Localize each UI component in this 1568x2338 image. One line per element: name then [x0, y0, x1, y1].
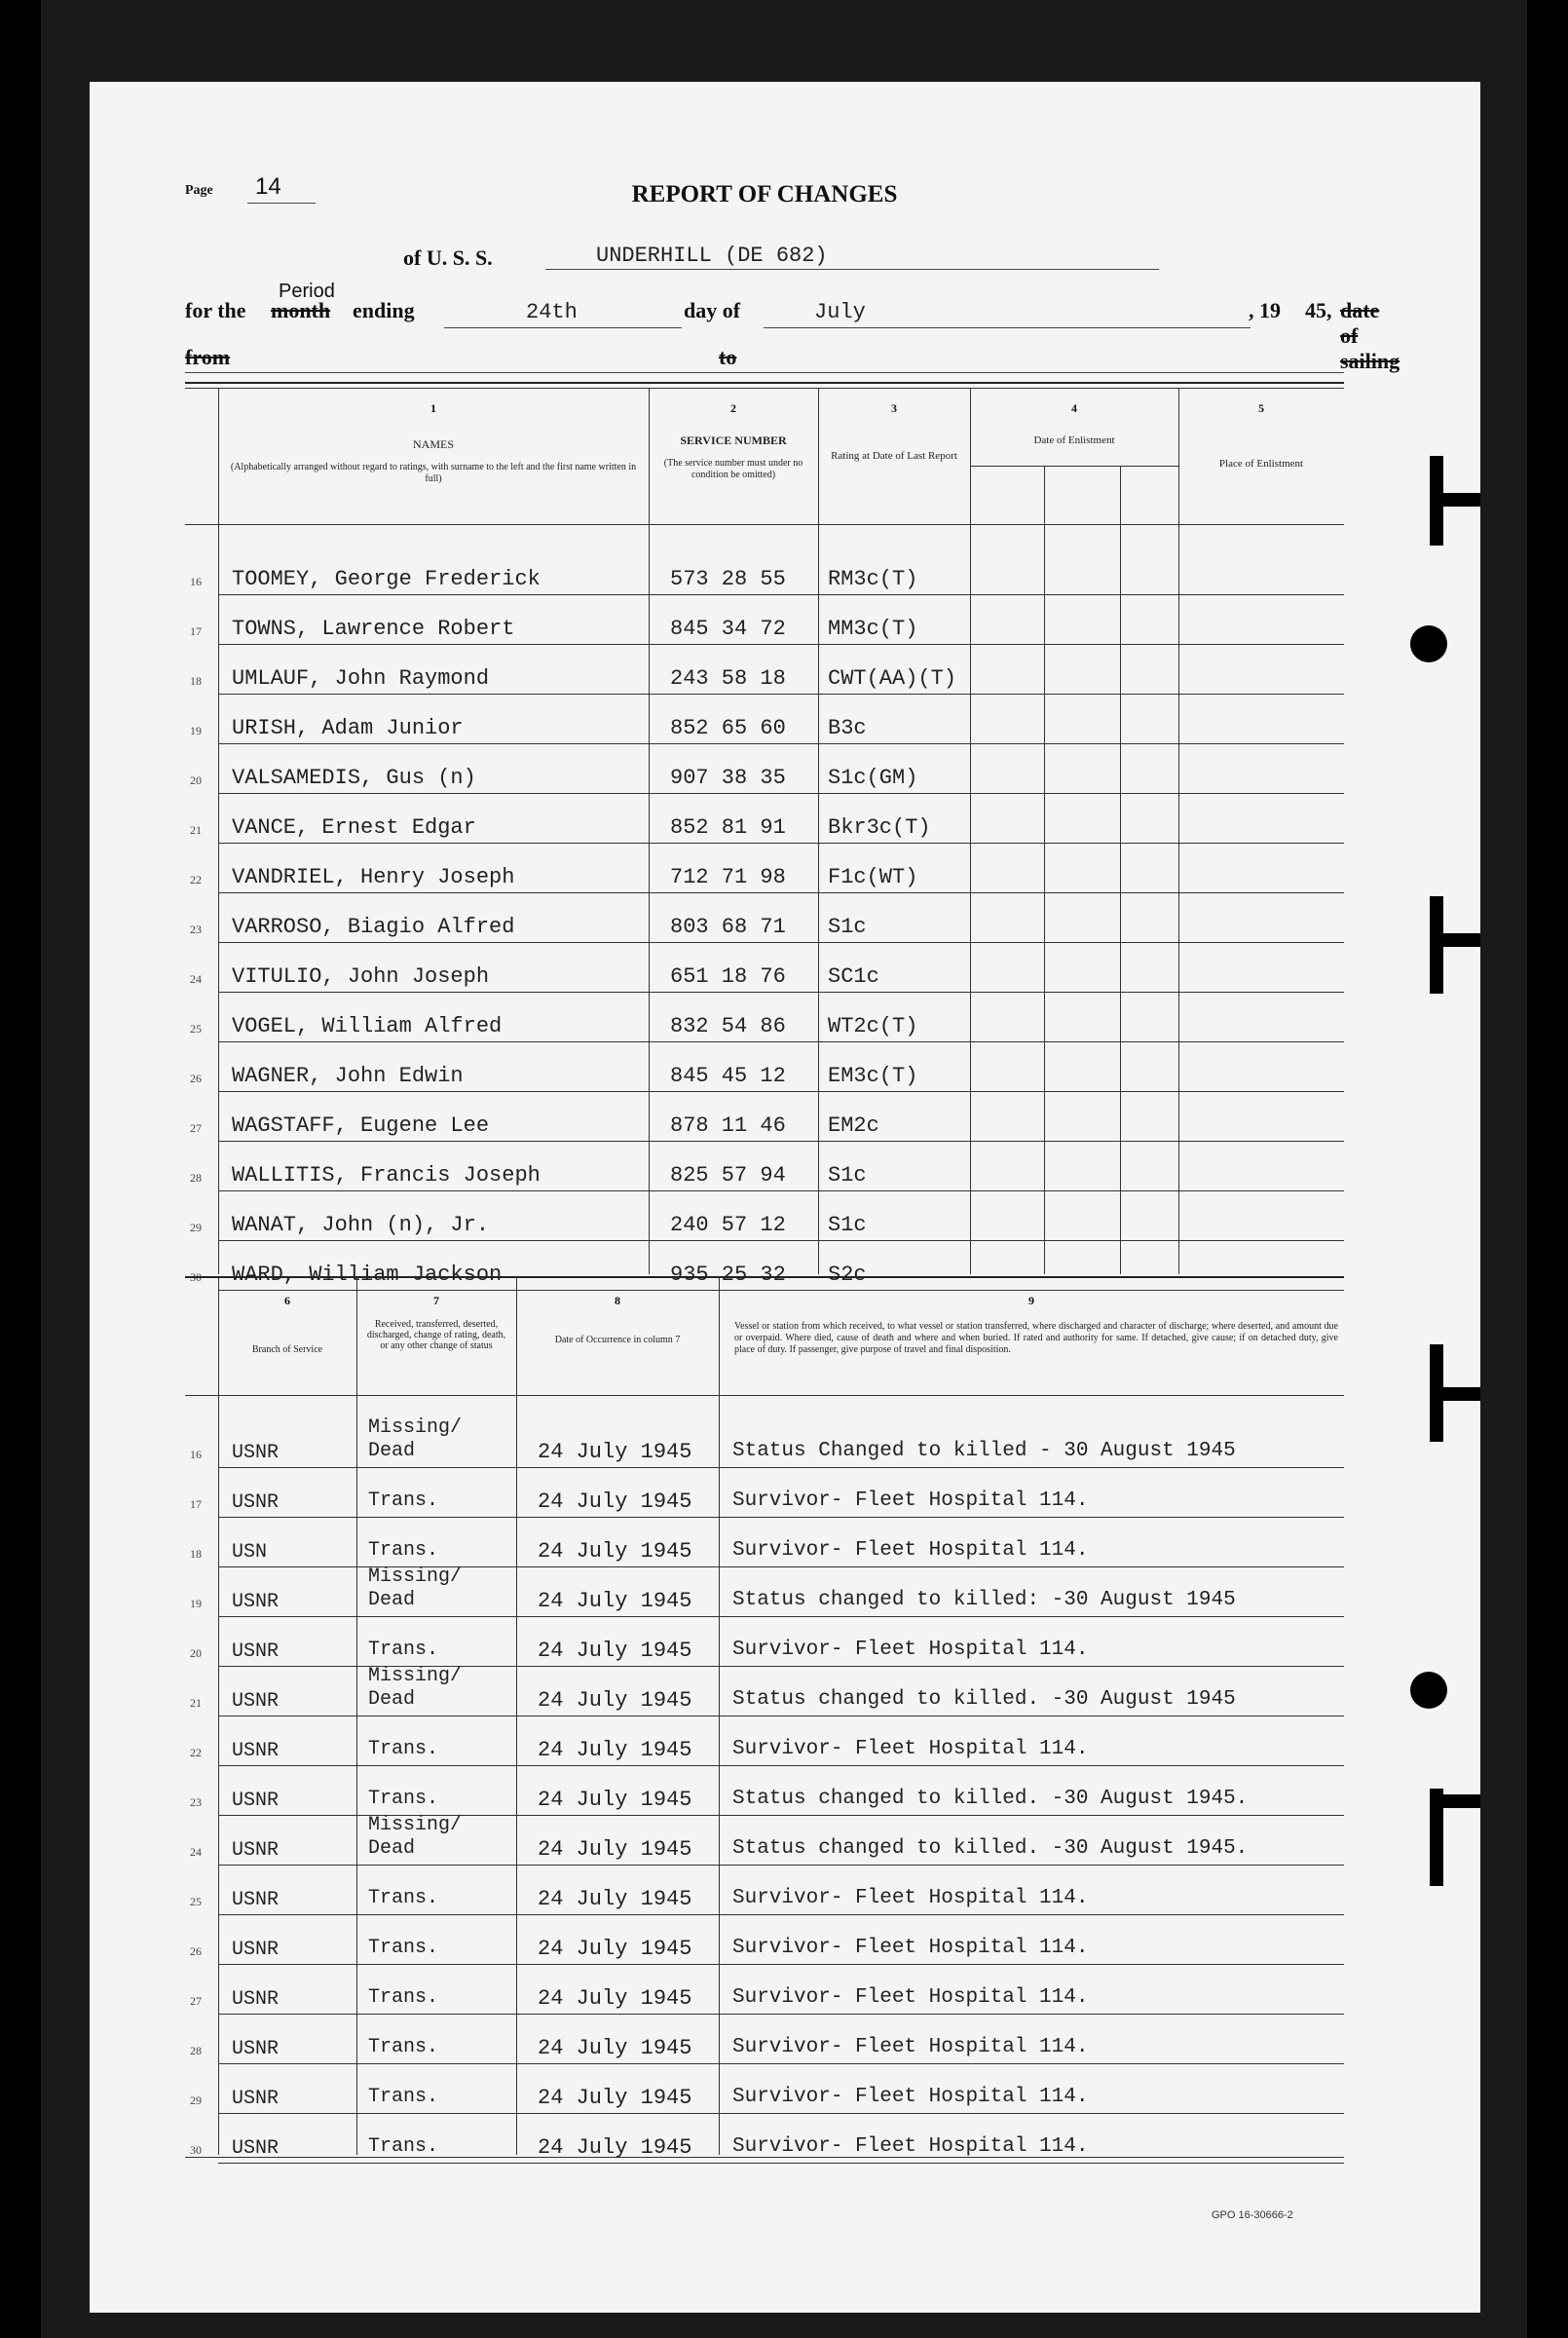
- rating: Bkr3c(T): [828, 815, 931, 840]
- crew-name: VALSAMEDIS, Gus (n): [232, 766, 476, 790]
- col-4-number: 4: [1071, 401, 1077, 415]
- service-number: 832 54 86: [670, 1014, 786, 1038]
- row-number: 22: [190, 873, 202, 886]
- branch-of-service: USNR: [232, 1988, 280, 2011]
- row-rule: [218, 992, 1344, 993]
- row-rule: [218, 1517, 1344, 1518]
- change-status-line1: Missing/: [368, 1565, 463, 1588]
- col-3-number: 3: [891, 401, 897, 415]
- row-number: 30: [190, 1270, 202, 1284]
- row-rule: [218, 594, 1344, 595]
- row-number: 23: [190, 1795, 202, 1809]
- row-rule: [218, 2163, 1344, 2164]
- col-9-number: 9: [1028, 1294, 1034, 1307]
- document-page: [90, 82, 1480, 2313]
- branch-of-service: USNR: [232, 1442, 280, 1464]
- scan-edge-left: [0, 0, 41, 2338]
- row-number: 24: [190, 1845, 202, 1859]
- scan-edge-right: [1527, 0, 1568, 2338]
- ship-name-line: [545, 269, 1159, 270]
- row-rule: [218, 892, 1344, 893]
- col-enlistment-place-header: Place of Enlistment: [1218, 458, 1304, 470]
- page-title: REPORT OF CHANGES: [631, 181, 898, 207]
- footer-print-code: GPO 16-30666-2: [1212, 2209, 1293, 2221]
- remarks: Survivor- Fleet Hospital 114.: [732, 1937, 1089, 1959]
- crew-name: VANDRIEL, Henry Joseph: [232, 865, 515, 889]
- crew-name: WARD, William Jackson: [232, 1263, 503, 1287]
- month-struck: month: [271, 298, 331, 322]
- row-number: 27: [190, 1994, 202, 2008]
- date-of-sailing-struck: date of sailing: [1340, 298, 1400, 373]
- binder-tab: [1430, 493, 1480, 507]
- remarks: Survivor- Fleet Hospital 114.: [732, 1887, 1089, 1909]
- row-rule: [218, 793, 1344, 794]
- col-service-note: (The service number must under no condition be omitted): [663, 458, 803, 480]
- col-remarks-header: Vessel or station from which received, to what vessel or station transferred, where discharged and character of discharge; where deserted, and amount due or overpaid. Where died, cause of death and where and when buried. If rated and authority for same. If detached, give cause; if on detached duty, give place of duty. If passenger, give purpose of travel and final disposition.: [734, 1321, 1338, 1355]
- row-number: 20: [190, 1646, 202, 1660]
- day-value: 24th: [526, 300, 578, 324]
- row-number: 27: [190, 1121, 202, 1135]
- row-number: 19: [190, 1597, 202, 1610]
- for-the-label: for the: [185, 298, 246, 322]
- occurrence-date: 24 July 1945: [538, 1986, 692, 2011]
- to-struck: to: [719, 345, 737, 369]
- crew-name: WALLITIS, Francis Joseph: [232, 1163, 541, 1188]
- year-prefix: , 19: [1249, 298, 1281, 322]
- crew-name: VANCE, Ernest Edgar: [232, 815, 476, 840]
- remarks: Status changed to killed: -30 August 1945: [732, 1589, 1236, 1611]
- rating: WT2c(T): [828, 1014, 918, 1038]
- ship-prefix: of U. S. S.: [403, 245, 493, 270]
- row-number: 30: [190, 2143, 202, 2157]
- change-status: Trans.: [368, 1539, 439, 1562]
- row-number: 26: [190, 1944, 202, 1958]
- col-change-header: Received, transferred, deserted, discharged, change of rating, death, or any other change of status: [366, 1319, 506, 1351]
- col-names-note: (Alphabetically arranged without regard to ratings, with surname to the left and the first name written in full): [230, 462, 637, 484]
- change-status: Trans.: [368, 1738, 439, 1760]
- row-rule: [218, 1964, 1344, 1965]
- occurrence-date: 24 July 1945: [538, 1490, 692, 1514]
- service-number: 852 81 91: [670, 815, 786, 840]
- row-number: 23: [190, 923, 202, 936]
- col-2-number: 2: [730, 401, 736, 415]
- page-number-line: [247, 203, 316, 204]
- rating: S2c: [828, 1263, 867, 1287]
- row-number: 19: [190, 724, 202, 737]
- ending-label: ending: [353, 298, 415, 322]
- service-number: 651 18 76: [670, 964, 786, 989]
- ship-name: UNDERHILL (DE 682): [596, 244, 828, 268]
- row-number: 28: [190, 1171, 202, 1185]
- row-rule: [218, 1240, 1344, 1241]
- row-number: 29: [190, 1221, 202, 1234]
- service-number: 825 57 94: [670, 1163, 786, 1188]
- branch-of-service: USNR: [232, 1491, 280, 1514]
- crew-name: VARROSO, Biagio Alfred: [232, 915, 515, 939]
- service-number: 845 45 12: [670, 1064, 786, 1088]
- rating: RM3c(T): [828, 567, 918, 591]
- row-rule: [218, 1141, 1344, 1142]
- remarks: Survivor- Fleet Hospital 114.: [732, 1539, 1089, 1562]
- change-status: Trans.: [368, 1788, 439, 1810]
- branch-of-service: USNR: [232, 1690, 280, 1713]
- branch-of-service: USNR: [232, 2137, 280, 2160]
- page-label: Page: [185, 183, 213, 198]
- branch-of-service: USNR: [232, 1790, 280, 1812]
- rating: F1c(WT): [828, 865, 918, 889]
- row-number: 28: [190, 2044, 202, 2057]
- remarks: Survivor- Fleet Hospital 114.: [732, 1490, 1089, 1512]
- month-value: July: [814, 300, 866, 324]
- occurrence-date: 24 July 1945: [538, 1788, 692, 1812]
- day-of-label: day of: [684, 298, 741, 322]
- row-number: 16: [190, 575, 202, 588]
- row-rule: [218, 1041, 1344, 1042]
- col-7-number: 7: [433, 1294, 439, 1307]
- row-rule: [218, 743, 1344, 744]
- service-number: 845 34 72: [670, 617, 786, 641]
- service-number: 803 68 71: [670, 915, 786, 939]
- branch-of-service: USNR: [232, 1640, 280, 1663]
- rating: B3c: [828, 716, 867, 740]
- service-number: 240 57 12: [670, 1213, 786, 1237]
- row-rule: [218, 1091, 1344, 1092]
- row-number: 25: [190, 1895, 202, 1908]
- row-number: 18: [190, 674, 202, 688]
- rating: EM3c(T): [828, 1064, 918, 1088]
- rating: MM3c(T): [828, 617, 918, 641]
- change-status: Trans.: [368, 1639, 439, 1661]
- service-number: 852 65 60: [670, 716, 786, 740]
- binder-tab: [1430, 933, 1480, 947]
- col-names-header: NAMES: [412, 437, 454, 451]
- binder-hole: [1410, 625, 1447, 662]
- row-number: 16: [190, 1448, 202, 1461]
- crew-name: UMLAUF, John Raymond: [232, 666, 490, 691]
- branch-of-service: USNR: [232, 1939, 280, 1961]
- occurrence-date: 24 July 1945: [538, 2036, 692, 2060]
- row-rule: [218, 1765, 1344, 1766]
- remarks: Status changed to killed. -30 August 1945: [732, 1688, 1236, 1711]
- change-status: Trans.: [368, 1887, 439, 1909]
- row-number: 21: [190, 1696, 202, 1710]
- row-number: 22: [190, 1746, 202, 1759]
- row-number: 26: [190, 1072, 202, 1085]
- row-number: 17: [190, 624, 202, 638]
- row-number: 24: [190, 972, 202, 986]
- service-number: 878 11 46: [670, 1113, 786, 1138]
- binder-tab: [1430, 1387, 1480, 1401]
- row-rule: [218, 1467, 1344, 1468]
- branch-of-service: USN: [232, 1541, 268, 1564]
- occurrence-date: 24 July 1945: [538, 1688, 692, 1713]
- occurrence-date: 24 July 1945: [538, 1937, 692, 1961]
- col-enlistment-date-header: Date of Enlistment: [1033, 434, 1115, 446]
- rating: S1c: [828, 1213, 867, 1237]
- row-rule: [218, 843, 1344, 844]
- change-status: Dead: [368, 1837, 416, 1860]
- from-struck: from: [185, 345, 231, 369]
- remarks: Survivor- Fleet Hospital 114.: [732, 2135, 1089, 2158]
- rating: EM2c: [828, 1113, 879, 1138]
- page-number: 14: [255, 173, 281, 200]
- change-status: Dead: [368, 1440, 416, 1462]
- binder-hole: [1410, 1672, 1447, 1709]
- row-rule: [218, 2113, 1344, 2114]
- crew-name: URISH, Adam Junior: [232, 716, 464, 740]
- rating: S1c: [828, 915, 867, 939]
- service-number: 907 38 35: [670, 766, 786, 790]
- row-number: 29: [190, 2093, 202, 2107]
- occurrence-date: 24 July 1945: [538, 1887, 692, 1911]
- rating: S1c: [828, 1163, 867, 1188]
- crew-name: VITULIO, John Joseph: [232, 964, 490, 989]
- row-rule: [218, 1616, 1344, 1617]
- binder-tab: [1430, 1794, 1480, 1808]
- occurrence-date: 24 July 1945: [538, 1589, 692, 1613]
- remarks: Survivor- Fleet Hospital 114.: [732, 1738, 1089, 1760]
- crew-name: VOGEL, William Alfred: [232, 1014, 503, 1038]
- remarks: Status changed to killed. -30 August 1945.: [732, 1788, 1249, 1810]
- remarks: Survivor- Fleet Hospital 114.: [732, 2086, 1089, 2108]
- branch-of-service: USNR: [232, 1591, 280, 1613]
- row-rule: [218, 2014, 1344, 2015]
- occurrence-date: 24 July 1945: [538, 2086, 692, 2110]
- change-status-line1: Missing/: [368, 1416, 463, 1439]
- col-6-number: 6: [284, 1294, 290, 1307]
- crew-name: WAGSTAFF, Eugene Lee: [232, 1113, 490, 1138]
- col-1-number: 1: [430, 401, 436, 415]
- change-status-line1: Missing/: [368, 1814, 463, 1836]
- crew-name: TOOMEY, George Frederick: [232, 567, 541, 591]
- period-row: [185, 281, 1400, 373]
- remarks: Survivor- Fleet Hospital 114.: [732, 1986, 1089, 2009]
- row-rule: [218, 1914, 1344, 1915]
- service-number: 243 58 18: [670, 666, 786, 691]
- crew-name: TOWNS, Lawrence Robert: [232, 617, 515, 641]
- row-number: 18: [190, 1547, 202, 1561]
- change-status: Trans.: [368, 1986, 439, 2009]
- col-rating-header: Rating at Date of Last Report: [831, 450, 957, 462]
- year-value: 45,: [1305, 298, 1332, 322]
- row-number: 20: [190, 773, 202, 787]
- service-number: 712 71 98: [670, 865, 786, 889]
- branch-of-service: USNR: [232, 1889, 280, 1911]
- crew-name: WANAT, John (n), Jr.: [232, 1213, 490, 1237]
- rating: SC1c: [828, 964, 879, 989]
- row-number: 21: [190, 823, 202, 837]
- branch-of-service: USNR: [232, 1839, 280, 1862]
- col-service-header: SERVICE NUMBER: [680, 434, 787, 447]
- change-status: Trans.: [368, 2036, 439, 2058]
- occurrence-date: 24 July 1945: [538, 1539, 692, 1564]
- col-date-header: Date of Occurrence in column 7: [554, 1335, 681, 1345]
- row-rule: [218, 644, 1344, 645]
- remarks: Status Changed to killed - 30 August 1945: [732, 1440, 1236, 1462]
- change-status-line1: Missing/: [368, 1665, 463, 1687]
- col-8-number: 8: [615, 1294, 620, 1307]
- rating: CWT(AA)(T): [828, 666, 957, 691]
- col-branch-header: Branch of Service: [251, 1344, 323, 1355]
- service-number: 935 25 32: [670, 1263, 786, 1287]
- service-number: 573 28 55: [670, 567, 786, 591]
- row-rule: [218, 942, 1344, 943]
- row-rule: [218, 694, 1344, 695]
- occurrence-date: 24 July 1945: [538, 2135, 692, 2160]
- occurrence-date: 24 July 1945: [538, 1837, 692, 1862]
- branch-of-service: USNR: [232, 1740, 280, 1762]
- remarks: Survivor- Fleet Hospital 114.: [732, 2036, 1089, 2058]
- occurrence-date: 24 July 1945: [538, 1440, 692, 1464]
- row-number: 25: [190, 1022, 202, 1036]
- row-rule: [218, 1865, 1344, 1866]
- remarks: Survivor- Fleet Hospital 114.: [732, 1639, 1089, 1661]
- change-status: Trans.: [368, 1937, 439, 1959]
- change-status: Trans.: [368, 1490, 439, 1512]
- change-status: Trans.: [368, 2135, 439, 2158]
- row-rule: [218, 1190, 1344, 1191]
- row-number: 17: [190, 1497, 202, 1511]
- crew-name: WAGNER, John Edwin: [232, 1064, 464, 1088]
- period-handwritten: Period: [279, 281, 335, 302]
- change-status: Dead: [368, 1688, 416, 1711]
- col-5-number: 5: [1258, 401, 1264, 415]
- branch-of-service: USNR: [232, 2088, 280, 2110]
- change-status: Dead: [368, 1589, 416, 1611]
- branch-of-service: USNR: [232, 2038, 280, 2060]
- occurrence-date: 24 July 1945: [538, 1639, 692, 1663]
- row-rule: [218, 2063, 1344, 2064]
- remarks: Status changed to killed. -30 August 1945.: [732, 1837, 1249, 1860]
- change-status: Trans.: [368, 2086, 439, 2108]
- rating: S1c(GM): [828, 766, 918, 790]
- row-rule: [218, 1290, 1344, 1291]
- occurrence-date: 24 July 1945: [538, 1738, 692, 1762]
